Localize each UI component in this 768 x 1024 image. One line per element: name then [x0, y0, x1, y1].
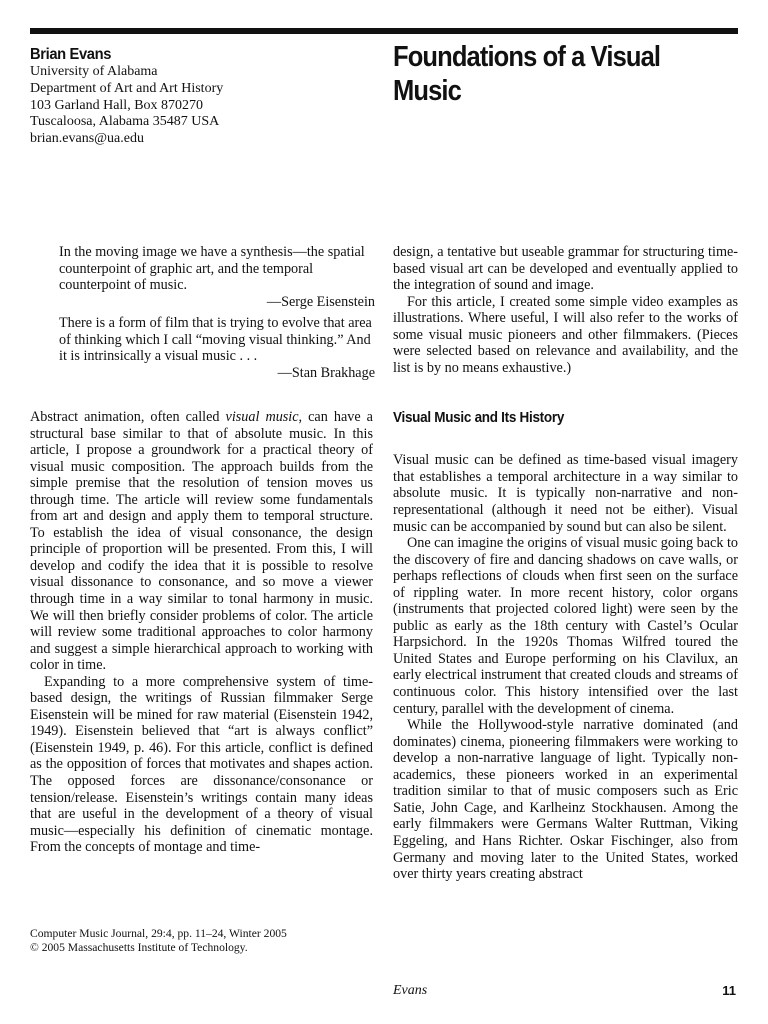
- body-paragraph: Visual music can be defined as time-based visual imagery that establishes a temporal architecture in a way similar to absolute music. It is typically non-narrative and non-representational (although it need not be either). Visual music can be accompanied by sound but can also be silent.: [393, 452, 738, 535]
- epigraph-quote: There is a form of film that is trying to evolve that area of thinking which I call “moving visual thinking.” And it is intrinsically a visual music . . .: [59, 315, 372, 365]
- epigraph-quote: In the moving image we have a synthesis—the spatial counterpoint of graphic art, and the temporal counterpoint of music.: [59, 244, 365, 294]
- journal-footnote: [30, 927, 373, 955]
- author-affiliation-line: 103 Garland Hall, Box 870270: [30, 97, 204, 113]
- body-paragraph: design, a tentative but useable grammar for structuring time-based visual art can be developed and eventually applied to the integration of sound and image.: [393, 244, 738, 294]
- body-paragraph: For this article, I created some simple video examples as illustrations. Where useful, I will also refer to the works of some visual music pioneers and other filmmakers. (Pieces were selected based on relevance and availability, and the list is by no means exhaustive.): [393, 293, 738, 376]
- section-heading: Visual Music and Its History: [393, 410, 565, 427]
- left-column: [30, 409, 373, 856]
- author-affiliation-line: Tuscaloosa, Alabama 35487 USA: [30, 114, 220, 130]
- page-number: 11: [722, 983, 736, 998]
- emphasis-visual-music: visual music: [225, 409, 299, 425]
- body-paragraph: While the Hollywood-style narrative dominated (and dominates) cinema, pioneering filmmakers were working to develop a non-narrative language of light. Typically non-academics, these pioneers worked in an experimental tradition similar to that of music composers such as Eric Satie, John Cage, and Karlheinz Stockhausen. Among the early filmmakers were Germans Walter Ruttman, Viking Eggeling, and Hans Richter. Oskar Fischinger, also from Germany and moving later to the United States, worked over thirty years creating abstract: [393, 717, 738, 883]
- epigraph-attribution: —Stan Brakhage: [277, 364, 375, 381]
- journal-citation: Computer Music Journal, 29:4, pp. 11–24, Winter 2005: [30, 927, 287, 940]
- copyright-notice: © 2005 Massachusetts Institute of Technology.: [30, 941, 248, 954]
- epigraph-attribution: —Serge Eisenstein: [266, 293, 375, 310]
- running-head: Evans: [393, 983, 428, 998]
- top-rule: [30, 28, 738, 34]
- right-column: [393, 244, 738, 883]
- author-affiliation-line: Department of Art and Art History: [30, 80, 224, 96]
- author-email: brian.evans@ua.edu: [30, 131, 144, 147]
- author-block: [30, 45, 370, 148]
- body-paragraph: One can imagine the origins of visual music going back to the discovery of fire and dancing shadows on cave walls, or perhaps reflections of clouds when first seen on the surface of rippling water. In more recent history, color organs (instruments that projected colored light) were seen by the public as early as the 18th century with Castel’s Ocular Harpsichord. In the 1920s Thomas Wilfred toured the United States and Europe performing on his Clavilux, an early electrical instrument that created clouds and streams of continuous color. This history intensified over the last century, parallel with the development of cinema.: [393, 535, 738, 717]
- author-affiliation-line: University of Alabama: [30, 64, 158, 79]
- article-title: Foundations of a Visual Music: [393, 41, 661, 107]
- epigraphs: [59, 244, 375, 386]
- author-name: Brian Evans: [30, 46, 112, 63]
- body-paragraph: Expanding to a more comprehensive system of time-based design, the writings of Russian filmmaker Serge Eisenstein will be mined for raw material (Eisenstein 1942, 1949). Eisenstein believed that “art is always conflict” (Eisenstein 1949, p. 46). For this article, conflict is defined as the opposition of forces that motivates and shapes action. The opposed forces are dissonance/consonance or tension/release. Eisenstein’s writings contain many ideas that are useful in the development of a theory of visual music—especially his definition of cinematic montage. From the concepts of montage and time-: [30, 673, 373, 856]
- body-paragraph: Abstract animation, often called visual music, can have a structural base similar to that of absolute music. In this article, I propose a groundwork for a practical theory of visual music composition. The approach builds from the simple premise that the resolution of tension moves us through time. The article will review some fundamentals from art and design and apply them to temporal structure. To establish the idea of visual consonance, the design principle of proportion will be presented. From this, I will develop and codify the idea that it is possible to resolve visual dissonance to consonance, and so move a viewer through time in a way similar to tonal harmony in music. We will then briefly consider problems of color. The article will review some traditional approaches to color harmony and suggest a simple hierarchical approach to working with color in time.: [30, 409, 373, 674]
